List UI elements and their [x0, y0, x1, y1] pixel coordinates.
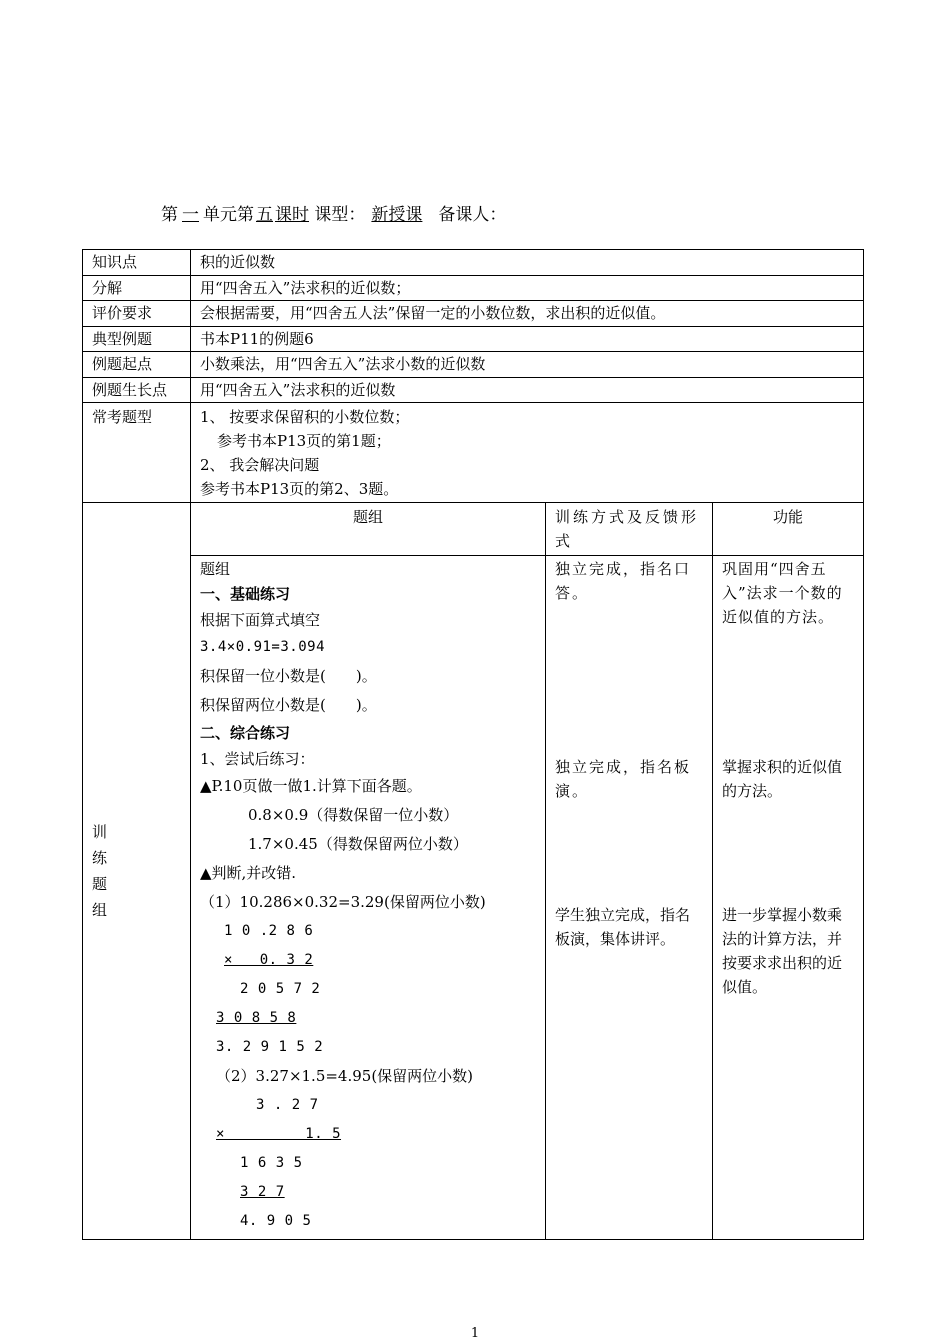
label-char: 练: [92, 849, 108, 867]
training-subtable-cell: [191, 503, 864, 1240]
training-row: [83, 503, 864, 1240]
header-text: 单元第: [203, 205, 254, 225]
exercise-line: 1、尝试后练习：: [200, 749, 315, 768]
col-header-function: 功能: [713, 503, 864, 555]
calc-line: [200, 1004, 536, 1033]
table-row: [83, 276, 864, 301]
row-value: 用“四舍五入”法求积的近似数；: [191, 276, 864, 301]
row-label: 常考题型: [83, 403, 191, 503]
row-label: 评价要求: [83, 301, 191, 327]
method-text: 独立完成，指名板演。: [555, 757, 692, 800]
table-row: [83, 250, 864, 276]
calc-line: [200, 1178, 536, 1207]
section-heading: 二、综合练习: [200, 723, 291, 742]
col-header-group: 题组: [191, 503, 546, 555]
header-text: 第: [161, 205, 178, 225]
calc-line: 2 0 5 7 2: [240, 980, 321, 997]
header-text: 课时: [275, 205, 309, 225]
exercise-line: 根据下面算式填空: [200, 610, 321, 629]
list-item: 参考书本P13页的第1题；: [217, 432, 391, 450]
subtable-body-row: [191, 555, 863, 1239]
list-item: 2、 我会解决问题: [200, 456, 320, 474]
table-row: [83, 378, 864, 403]
function-column: [713, 555, 864, 1239]
exercise-line: 题组: [200, 559, 231, 578]
lesson-plan-table: [82, 249, 864, 1240]
list-item: 1、 按要求保留积的小数位数；: [200, 408, 410, 426]
calc-line: 4. 9 0 5: [240, 1212, 312, 1229]
row-label: 分解: [83, 276, 191, 301]
label-char: 题: [92, 875, 108, 893]
exercise-line: （1）10.286×0.32=3.29(保留两位小数): [200, 892, 486, 911]
calc-line: 1 0 .2 8 6: [224, 922, 314, 939]
common-question-row: [83, 403, 864, 503]
row-label: 知识点: [83, 250, 191, 276]
lesson-header: [161, 200, 540, 225]
common-question-list: [191, 403, 864, 503]
col-header-method: 训练方式及反馈形式: [546, 503, 713, 555]
row-label: 例题生长点: [83, 378, 191, 403]
training-label: [83, 503, 191, 1240]
row-value: 会根据需要，用“四舍五人法”保留一定的小数位数，求出积的近似值。: [191, 301, 864, 327]
exercise-line: 积保留一位小数是( )。: [200, 666, 377, 685]
header-text: 课型：: [314, 205, 366, 225]
row-value: 书本P11的例题6: [191, 327, 864, 352]
exercise-line: 0.8×0.9（得数保留一位小数）: [248, 805, 459, 824]
exercise-line: （2）3.27×1.5=4.95(保留两位小数): [216, 1066, 474, 1085]
label-char: 组: [92, 901, 108, 919]
row-label: 例题起点: [83, 352, 191, 378]
calc-line: 1 6 3 5: [240, 1154, 303, 1171]
method-text: 独立完成，指名口答。: [555, 559, 692, 602]
unit-number: 一: [182, 205, 199, 225]
function-text: 进一步掌握小数乘法的计算方法，并按要求求出积的近似值。: [722, 905, 843, 996]
label-char: 训: [92, 823, 108, 841]
exercise-line: 3.4×0.91=3.094: [200, 638, 326, 655]
list-item: 参考书本P13页的第2、3题。: [200, 480, 399, 498]
exercise-line: 1.7×0.45（得数保留两位小数）: [248, 834, 468, 853]
table-row: [83, 352, 864, 378]
calc-line: 3. 2 9 1 5 2: [216, 1038, 324, 1055]
method-column: [546, 555, 713, 1239]
method-text: 学生独立完成，指名板演，集体讲评。: [555, 905, 691, 948]
header-text: 备课人：: [438, 205, 507, 225]
calc-underlined: × 1. 5: [216, 1125, 342, 1142]
lesson-number: 五: [256, 205, 273, 225]
row-value: 积的近似数: [191, 250, 864, 276]
subtable-header-row: [191, 503, 863, 555]
table-row: [83, 301, 864, 327]
exercise-column: [191, 555, 546, 1239]
calc-line: 3 . 2 7: [256, 1096, 319, 1113]
section-heading: 一、基础练习: [200, 584, 291, 603]
training-subtable: [191, 503, 863, 1239]
row-value: 小数乘法，用“四舍五入”法求小数的近似数: [191, 352, 864, 378]
lesson-type: 新授课: [371, 205, 423, 225]
row-value: 用“四舍五入”法求积的近似数: [191, 378, 864, 403]
exercise-line: 积保留两位小数是( )。: [200, 695, 377, 714]
function-text: 巩固用“四舍五入”法求一个数的近似值的方法。: [722, 559, 843, 626]
calc-underlined: 3 0 8 5 8: [216, 1009, 297, 1026]
table-row: [83, 327, 864, 352]
calc-line: [200, 1120, 536, 1149]
calc-line: [200, 946, 536, 975]
row-label: 典型例题: [83, 327, 191, 352]
exercise-line: ▲判断,并改错.: [200, 863, 297, 882]
calc-underlined: 3 2 7: [240, 1183, 285, 1200]
exercise-line: ▲P.10页做一做1.计算下面各题。: [200, 776, 422, 795]
page-number: 1: [470, 1326, 480, 1341]
function-text: 掌握求积的近似值的方法。: [722, 757, 843, 800]
calc-underlined: × 0. 3 2: [224, 951, 314, 968]
